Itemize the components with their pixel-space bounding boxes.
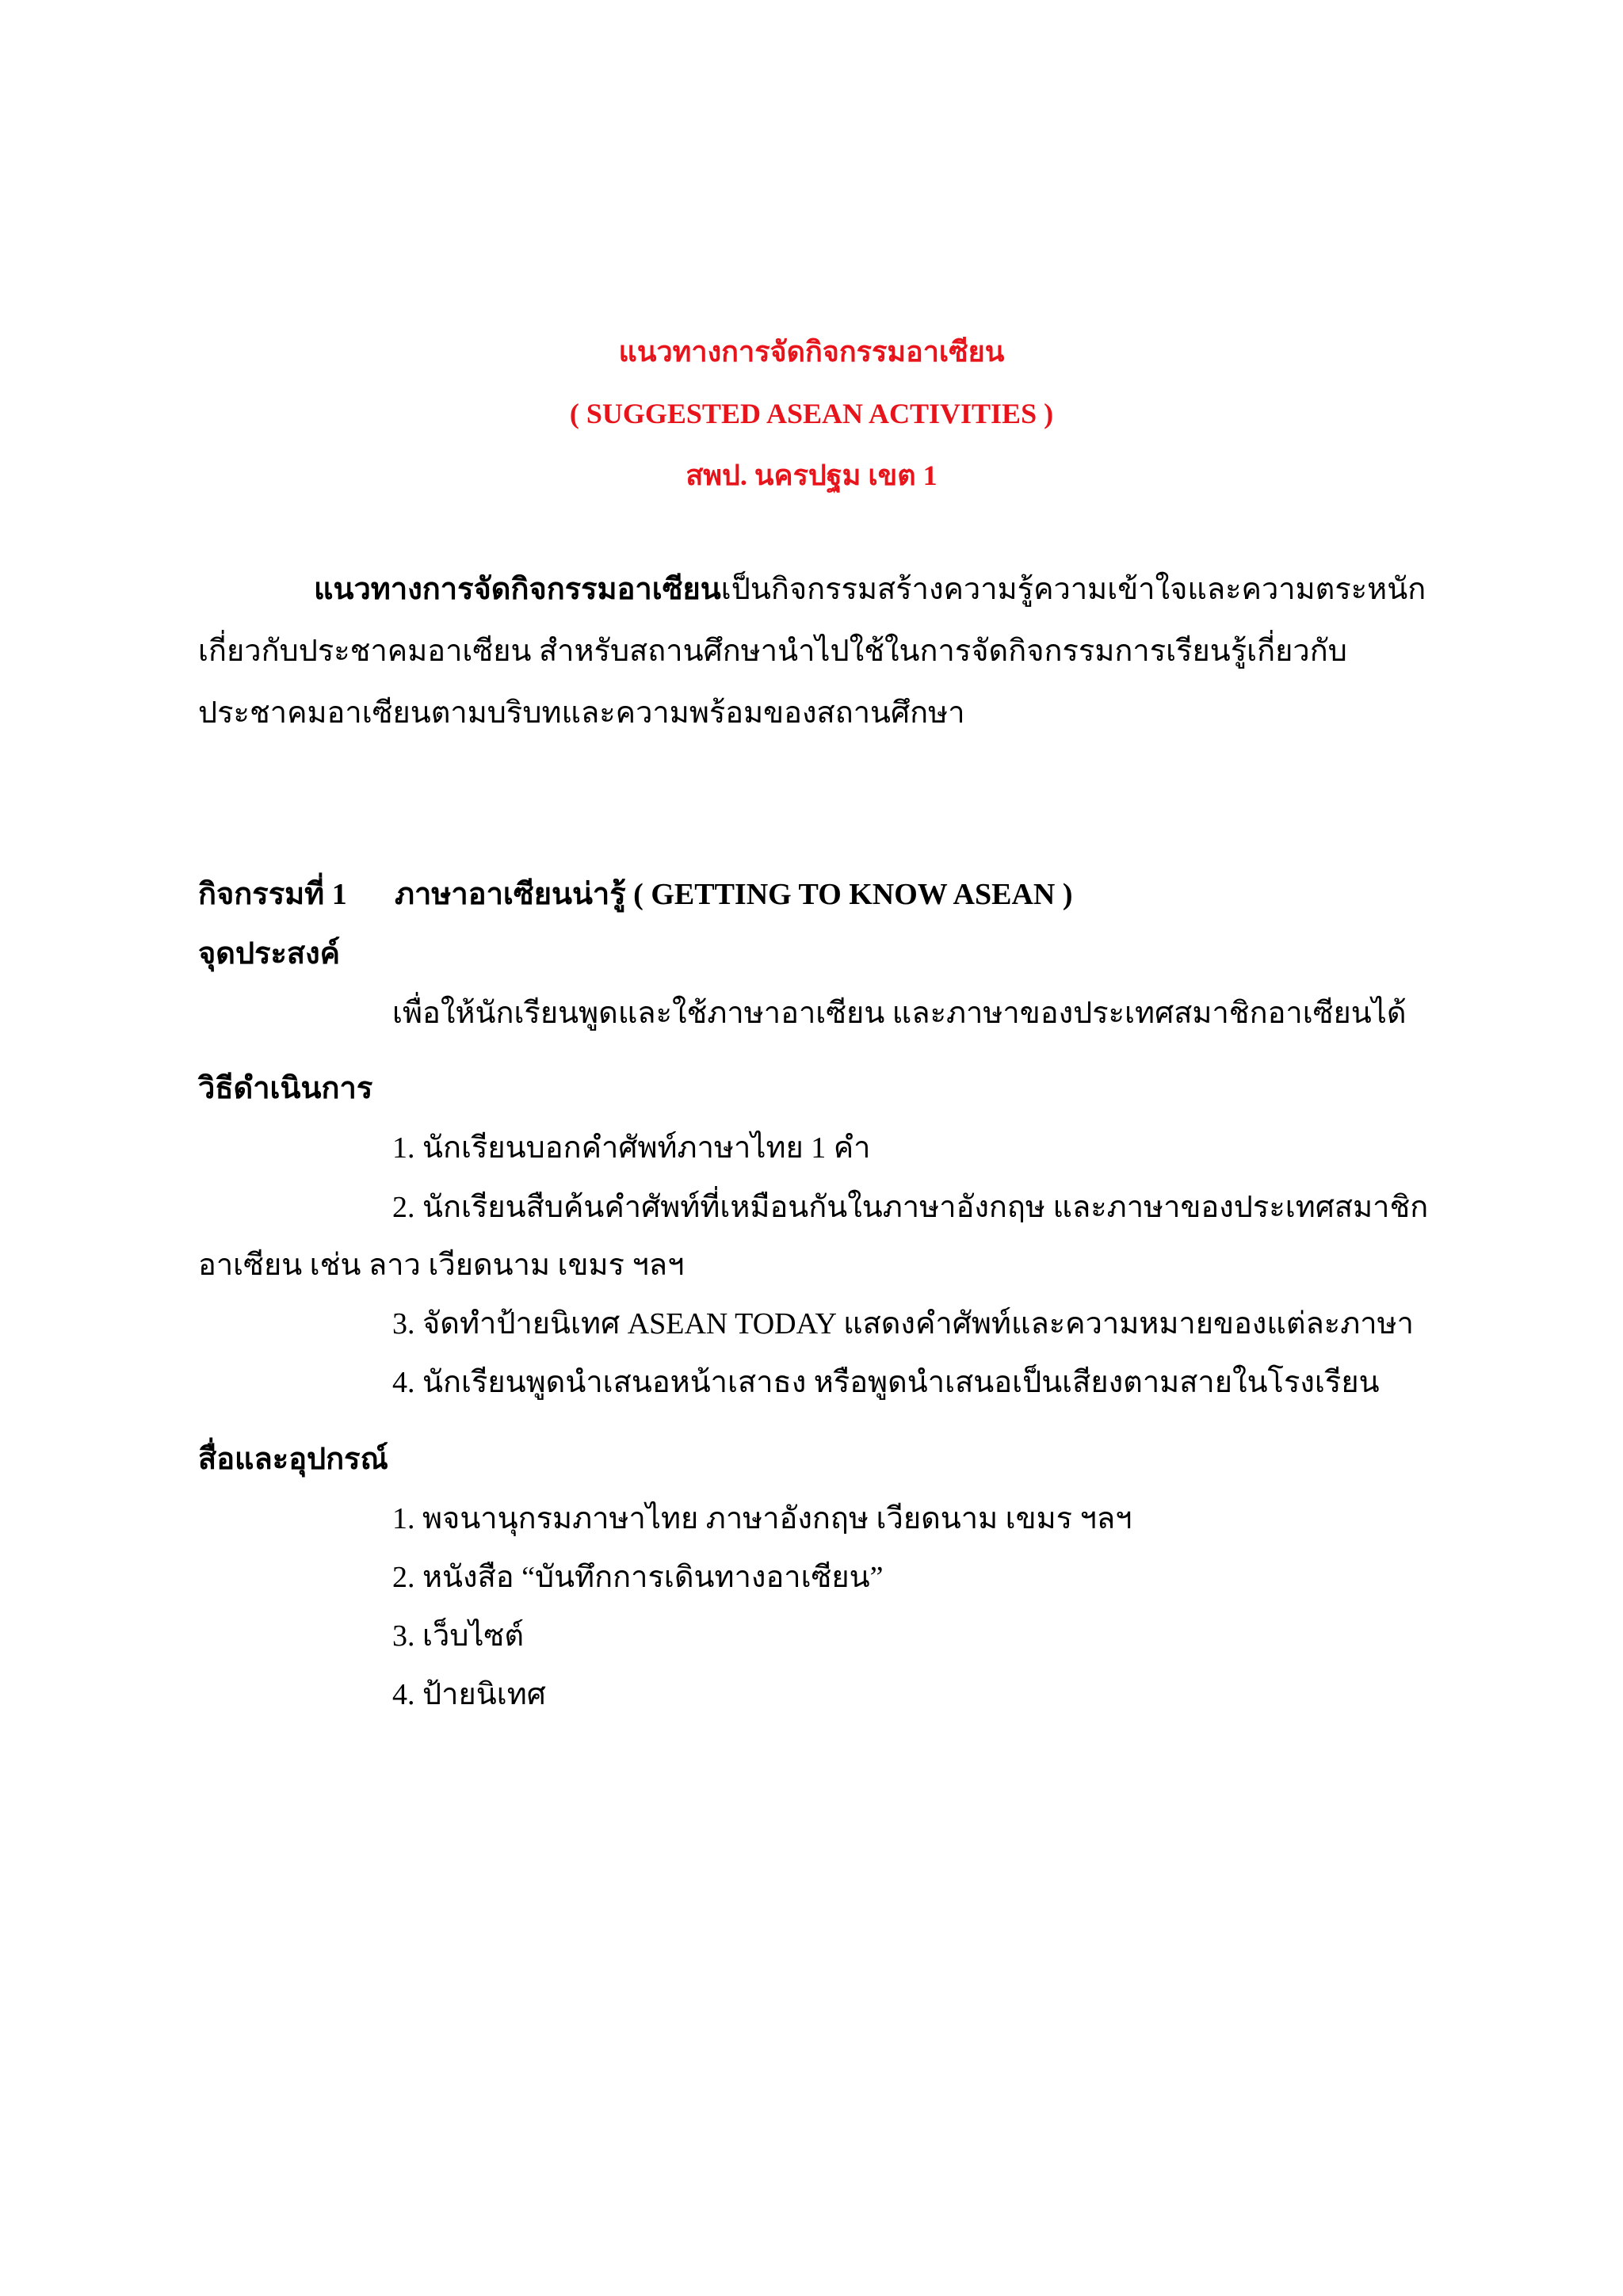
procedure-heading: วิธีดำเนินการ (198, 1072, 373, 1105)
intro-paragraph (198, 559, 1434, 744)
procedure-step-2-continued: อาเซียน เช่น ลาว เวียดนาม เขมร ฯลฯ (198, 1249, 685, 1282)
document-title: แนวทางการจัดกิจกรรมอาเซียน (618, 336, 1005, 368)
intro-text: เป็นกิจกรรมสร้างความรู้ความเข้าใจและความตระหนักเกี่ยวกับประชาคมอาเซียน สำหรับสถานศึกษานำไปใช้ในการจัดกิจกรรมการเรียนรู้เกี่ยวกับประชาคมอาเซียนตามบริบทและความพร้อมของสถานศึกษา (198, 573, 1426, 730)
materials-item: 4. ป้ายนิเทศ (392, 1678, 546, 1711)
objective-text: เพื่อให้นักเรียนพูดและใช้ภาษาอาเซียน และภาษาของประเทศสมาชิกอาเซียนได้ (392, 997, 1407, 1030)
materials-item: 1. พจนานุกรมภาษาไทย ภาษาอังกฤษ เวียดนาม เขมร ฯลฯ (392, 1502, 1132, 1535)
activity-number: กิจกรรมที่ 1 (198, 878, 347, 911)
activity-name: ภาษาอาเซียนน่ารู้ ( GETTING TO KNOW ASEAN ) (395, 878, 1073, 911)
procedure-step-3: 3. จัดทำป้ายนิเทศ ASEAN TODAY แสดงคำศัพท์และความหมายของแต่ละภาษา (392, 1307, 1414, 1341)
materials-item: 3. เว็บไซต์ (392, 1619, 525, 1653)
intro-bold-lead: แนวทางการจัดกิจกรรมอาเซียน (314, 573, 721, 606)
materials-heading: สื่อและอุปกรณ์ (198, 1443, 388, 1476)
objective-heading: จุดประสงค์ (198, 937, 341, 971)
office-name: สพป. นครปฐม เขต 1 (685, 460, 938, 491)
procedure-step-2: 2. นักเรียนสืบค้นคำศัพท์ที่เหมือนกันในภาษาอังกฤษ และภาษาของประเทศสมาชิก (392, 1191, 1429, 1224)
title-block (0, 321, 1623, 506)
document-subtitle: ( SUGGESTED ASEAN ACTIVITIES ) (569, 398, 1054, 429)
procedure-step-1: 1. นักเรียนบอกคำศัพท์ภาษาไทย 1 คำ (392, 1131, 871, 1165)
procedure-step-4: 4. นักเรียนพูดนำเสนอหน้าเสาธง หรือพูดนำเสนอเป็นเสียงตามสายในโรงเรียน (392, 1366, 1380, 1399)
activity-heading (198, 864, 1072, 925)
materials-item: 2. หนังสือ “บันทึกการเดินทางอาเซียน” (392, 1561, 884, 1594)
